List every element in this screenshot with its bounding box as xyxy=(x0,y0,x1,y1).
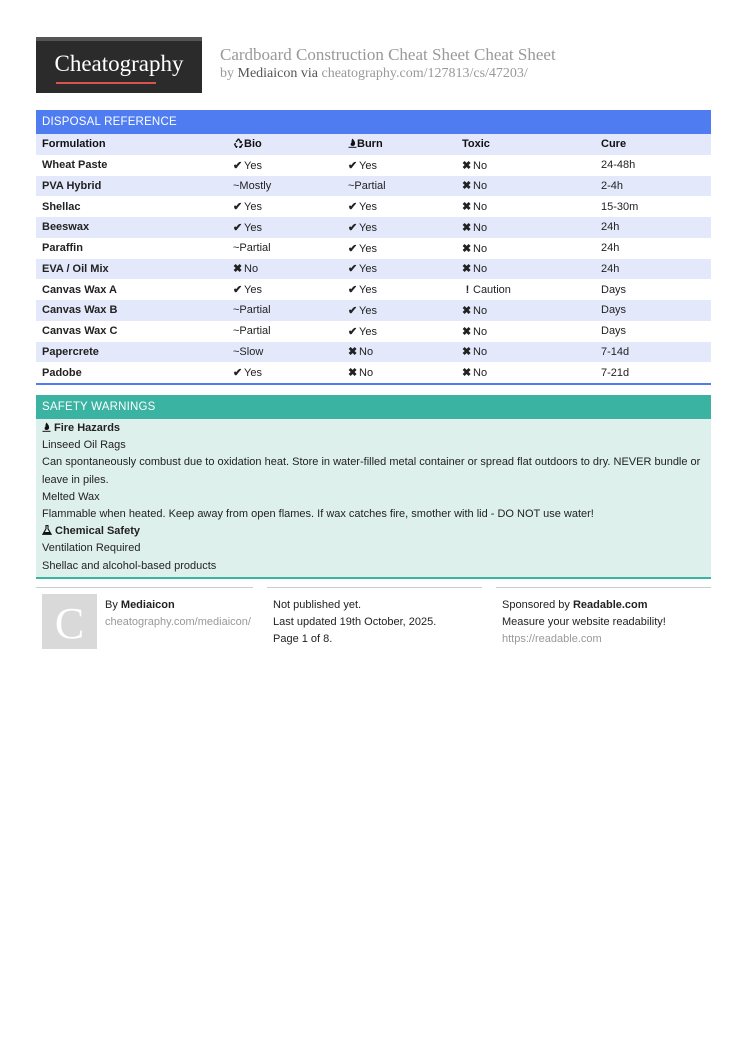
formulation-cell-text: Paraffin xyxy=(42,242,83,255)
bio-cell xyxy=(227,321,342,342)
check-icon: ✔ xyxy=(348,221,358,234)
burn-cell-text: Yes xyxy=(359,242,377,255)
formulation-cell-text: Shellac xyxy=(42,200,81,213)
cross-icon: ✖ xyxy=(462,159,472,172)
disposal-bottom-rule xyxy=(36,383,711,385)
burn-cell-text: Yes xyxy=(359,201,377,214)
sheet-url-link[interactable]: cheatography.com/127813/cs/47203/ xyxy=(321,66,528,81)
sponsored-label: Sponsored by xyxy=(502,599,570,611)
table-row xyxy=(36,321,711,342)
formulation-cell-text: Canvas Wax B xyxy=(42,304,118,317)
cure-cell-text: 24h xyxy=(601,242,620,255)
published-status: Not published yet. xyxy=(273,599,362,611)
disposal-section-header: DISPOSAL REFERENCE xyxy=(36,110,711,134)
sponsor-link[interactable]: Readable.com xyxy=(572,599,648,611)
cure-cell xyxy=(595,217,711,238)
toxic-cell-text: No xyxy=(473,180,488,193)
check-icon: ✔ xyxy=(348,284,358,297)
burn-cell xyxy=(342,362,456,383)
table-row xyxy=(36,362,711,383)
cure-cell xyxy=(595,279,711,300)
footer-author-url[interactable]: cheatography.com/mediaicon/ xyxy=(105,616,251,628)
check-icon: ✔ xyxy=(348,201,358,214)
disposal-reference-section xyxy=(36,110,711,385)
burn-cell xyxy=(342,176,456,197)
burn-cell-text: Yes xyxy=(359,304,377,317)
page-title: Cardboard Construction Cheat Sheet Cheat Sheet xyxy=(220,45,556,64)
bio-cell xyxy=(227,176,342,197)
formulation-cell xyxy=(36,196,227,217)
bio-cell xyxy=(227,259,342,280)
toxic-cell xyxy=(456,155,595,176)
formulation-cell xyxy=(36,300,227,321)
by-label: by xyxy=(220,66,234,81)
toxic-cell-text: No xyxy=(473,242,488,255)
cure-cell-text: 2-4h xyxy=(601,179,624,192)
check-icon: ✔ xyxy=(233,159,243,172)
burn-cell xyxy=(342,279,456,300)
formulation-cell xyxy=(36,217,227,238)
toxic-cell-text: No xyxy=(473,325,488,338)
cross-icon: ✖ xyxy=(462,325,472,338)
col-toxic: Toxic xyxy=(462,138,490,151)
check-icon: ✔ xyxy=(348,159,358,172)
toxic-cell xyxy=(456,176,595,197)
cure-cell xyxy=(595,321,711,342)
cure-cell xyxy=(595,155,711,176)
footer-publish-column xyxy=(267,587,482,648)
formulation-cell xyxy=(36,342,227,363)
table-row xyxy=(36,279,711,300)
table-row xyxy=(36,342,711,363)
table-row xyxy=(36,259,711,280)
burn-cell-text: Yes xyxy=(359,325,377,338)
burn-cell-text: No xyxy=(359,346,374,359)
fire-hazards-heading: Fire Hazards xyxy=(42,420,705,437)
bio-cell-text: ~Partial xyxy=(233,325,271,338)
burn-cell xyxy=(342,321,456,342)
disposal-table xyxy=(36,134,711,383)
cure-cell-text: 24h xyxy=(601,262,620,275)
safety-section-header: SAFETY WARNINGS xyxy=(36,395,711,419)
burn-cell-text: Yes xyxy=(359,263,377,276)
toxic-cell xyxy=(456,196,595,217)
safety-warnings-section xyxy=(36,395,711,579)
page-subtitle xyxy=(220,66,528,82)
avatar[interactable] xyxy=(42,594,97,649)
burn-cell-text: Yes xyxy=(359,159,377,172)
cure-cell-text: 24h xyxy=(601,221,620,234)
formulation-cell-text: Padobe xyxy=(42,366,82,379)
chemical-item-title: Ventilation Required xyxy=(42,542,141,555)
burn-cell xyxy=(342,217,456,238)
cure-cell xyxy=(595,342,711,363)
toxic-cell-text: No xyxy=(473,304,488,317)
check-icon: ✔ xyxy=(348,325,358,338)
check-icon: ✔ xyxy=(348,304,358,317)
bio-cell-text: ~Partial xyxy=(233,242,271,255)
table-row xyxy=(36,155,711,176)
formulation-cell-text: Beeswax xyxy=(42,221,90,234)
logo-text: Cheatography xyxy=(54,51,184,76)
formulation-cell-text: Canvas Wax C xyxy=(42,325,118,338)
bio-cell-text: ~Mostly xyxy=(233,179,272,192)
col-bio: Bio xyxy=(227,134,342,155)
formulation-cell-text: Canvas Wax A xyxy=(42,283,117,296)
via-label: via xyxy=(300,66,318,81)
toxic-cell xyxy=(456,217,595,238)
table-row xyxy=(36,176,711,197)
table-row xyxy=(36,217,711,238)
cure-cell xyxy=(595,238,711,259)
page-number: Page 1 of 8. xyxy=(273,633,333,645)
last-updated: Last updated 19th October, 2025. xyxy=(273,616,437,628)
toxic-cell xyxy=(456,342,595,363)
cross-icon: ✖ xyxy=(462,201,472,214)
check-icon: ✔ xyxy=(233,221,243,234)
toxic-cell-text: No xyxy=(473,263,488,276)
toxic-cell xyxy=(456,279,595,300)
check-icon: ✔ xyxy=(233,367,243,380)
formulation-cell xyxy=(36,176,227,197)
cure-cell-text: Days xyxy=(601,283,627,296)
fire-item-text: Can spontaneously combust due to oxidation heat. Store in water-filled metal container or spread flat outdoors to dry. NEVER bundle or leave in piles. xyxy=(42,456,701,486)
cheatography-logo[interactable] xyxy=(36,37,202,93)
bio-cell xyxy=(227,196,342,217)
bio-cell-text: ~Slow xyxy=(233,345,264,358)
bio-cell-text: Yes xyxy=(244,201,262,214)
toxic-cell-text: No xyxy=(473,346,488,359)
col-formulation: Formulation xyxy=(42,138,106,151)
toxic-cell-text: No xyxy=(473,159,488,172)
burn-cell xyxy=(342,196,456,217)
burn-cell xyxy=(342,238,456,259)
table-row xyxy=(36,196,711,217)
burn-cell-text: ~Partial xyxy=(348,179,386,192)
fire-item-title: Linseed Oil Rags xyxy=(42,439,126,452)
formulation-cell xyxy=(36,321,227,342)
formulation-cell xyxy=(36,362,227,383)
table-row xyxy=(36,300,711,321)
cross-icon: ✖ xyxy=(233,263,243,276)
chemical-item-text: Shellac and alcohol-based products xyxy=(42,559,217,572)
toxic-cell xyxy=(456,238,595,259)
col-burn: Burn xyxy=(342,134,456,155)
exclamation-icon: ! xyxy=(465,283,470,296)
fire-icon xyxy=(348,138,357,148)
cure-cell xyxy=(595,362,711,383)
safety-bottom-rule xyxy=(36,577,711,579)
burn-cell-text: No xyxy=(359,367,374,380)
formulation-cell-text: PVA Hybrid xyxy=(42,179,102,192)
cure-cell-text: Days xyxy=(601,325,627,338)
burn-cell-text: Yes xyxy=(359,221,377,234)
cross-icon: ✖ xyxy=(462,367,472,380)
cross-icon: ✖ xyxy=(348,346,358,359)
cure-cell-text: Days xyxy=(601,304,627,317)
formulation-cell xyxy=(36,238,227,259)
formulation-cell xyxy=(36,279,227,300)
toxic-cell-text: No xyxy=(473,367,488,380)
cure-cell xyxy=(595,300,711,321)
toxic-cell-text: No xyxy=(473,201,488,214)
footer-author-link[interactable]: Mediaicon xyxy=(120,599,175,611)
formulation-cell-text: EVA / Oil Mix xyxy=(42,262,109,275)
bio-cell xyxy=(227,217,342,238)
cure-cell-text: 15-30m xyxy=(601,200,639,213)
formulation-cell xyxy=(36,155,227,176)
sponsor-tagline: Measure your website readability! xyxy=(502,616,666,628)
avatar-letter: C xyxy=(54,599,85,648)
burn-cell-text: Yes xyxy=(359,284,377,297)
burn-cell xyxy=(342,342,456,363)
bio-cell xyxy=(227,362,342,383)
formulation-cell-text: Wheat Paste xyxy=(42,159,108,172)
cross-icon: ✖ xyxy=(462,346,472,359)
bio-cell-text: Yes xyxy=(244,284,262,297)
col-cure: Cure xyxy=(601,138,627,151)
bio-cell-text: ~Partial xyxy=(233,304,271,317)
bio-cell xyxy=(227,300,342,321)
bio-cell-text: Yes xyxy=(244,221,262,234)
cross-icon: ✖ xyxy=(462,242,472,255)
safety-body xyxy=(36,419,711,577)
burn-cell xyxy=(342,155,456,176)
cross-icon: ✖ xyxy=(348,367,358,380)
cure-cell xyxy=(595,176,711,197)
toxic-cell-text: Caution xyxy=(473,283,511,296)
fire-item-title: Melted Wax xyxy=(42,490,100,503)
bio-cell-text: Yes xyxy=(244,159,262,172)
bio-cell-text: No xyxy=(244,263,259,276)
check-icon: ✔ xyxy=(233,201,243,214)
table-row xyxy=(36,238,711,259)
cure-cell-text: 7-21d xyxy=(601,366,630,379)
burn-cell xyxy=(342,300,456,321)
toxic-cell-text: No xyxy=(473,221,488,234)
check-icon: ✔ xyxy=(348,263,358,276)
bio-cell xyxy=(227,238,342,259)
bio-cell xyxy=(227,342,342,363)
formulation-cell-text: Papercrete xyxy=(42,345,99,358)
sponsor-url[interactable]: https://readable.com xyxy=(502,633,602,645)
flask-icon xyxy=(42,525,52,535)
toxic-cell xyxy=(456,259,595,280)
by-label: By xyxy=(105,599,118,611)
fire-icon xyxy=(42,422,51,432)
bio-cell-text: Yes xyxy=(244,367,262,380)
burn-cell xyxy=(342,259,456,280)
cure-cell-text: 24-48h xyxy=(601,159,636,172)
fire-item-text: Flammable when heated. Keep away from open flames. If wax catches fire, smother with lid - DO NOT use water! xyxy=(42,508,594,521)
bio-cell xyxy=(227,279,342,300)
cure-cell xyxy=(595,259,711,280)
cure-cell-text: 7-14d xyxy=(601,345,630,358)
cross-icon: ✖ xyxy=(462,263,472,276)
toxic-cell xyxy=(456,300,595,321)
chemical-safety-heading: Chemical Safety xyxy=(42,523,705,540)
footer-sponsor-column xyxy=(496,587,711,648)
bio-cell xyxy=(227,155,342,176)
author-link[interactable]: Mediaicon xyxy=(237,66,298,81)
cross-icon: ✖ xyxy=(462,221,472,234)
cross-icon: ✖ xyxy=(462,304,472,317)
formulation-cell xyxy=(36,259,227,280)
disposal-table-body xyxy=(36,155,711,383)
table-header-row xyxy=(36,134,711,155)
toxic-cell xyxy=(456,362,595,383)
toxic-cell xyxy=(456,321,595,342)
cure-cell xyxy=(595,196,711,217)
check-icon: ✔ xyxy=(348,242,358,255)
logo-underline xyxy=(56,82,156,84)
cross-icon: ✖ xyxy=(462,180,472,193)
recycle-icon xyxy=(233,138,244,148)
check-icon: ✔ xyxy=(233,284,243,297)
